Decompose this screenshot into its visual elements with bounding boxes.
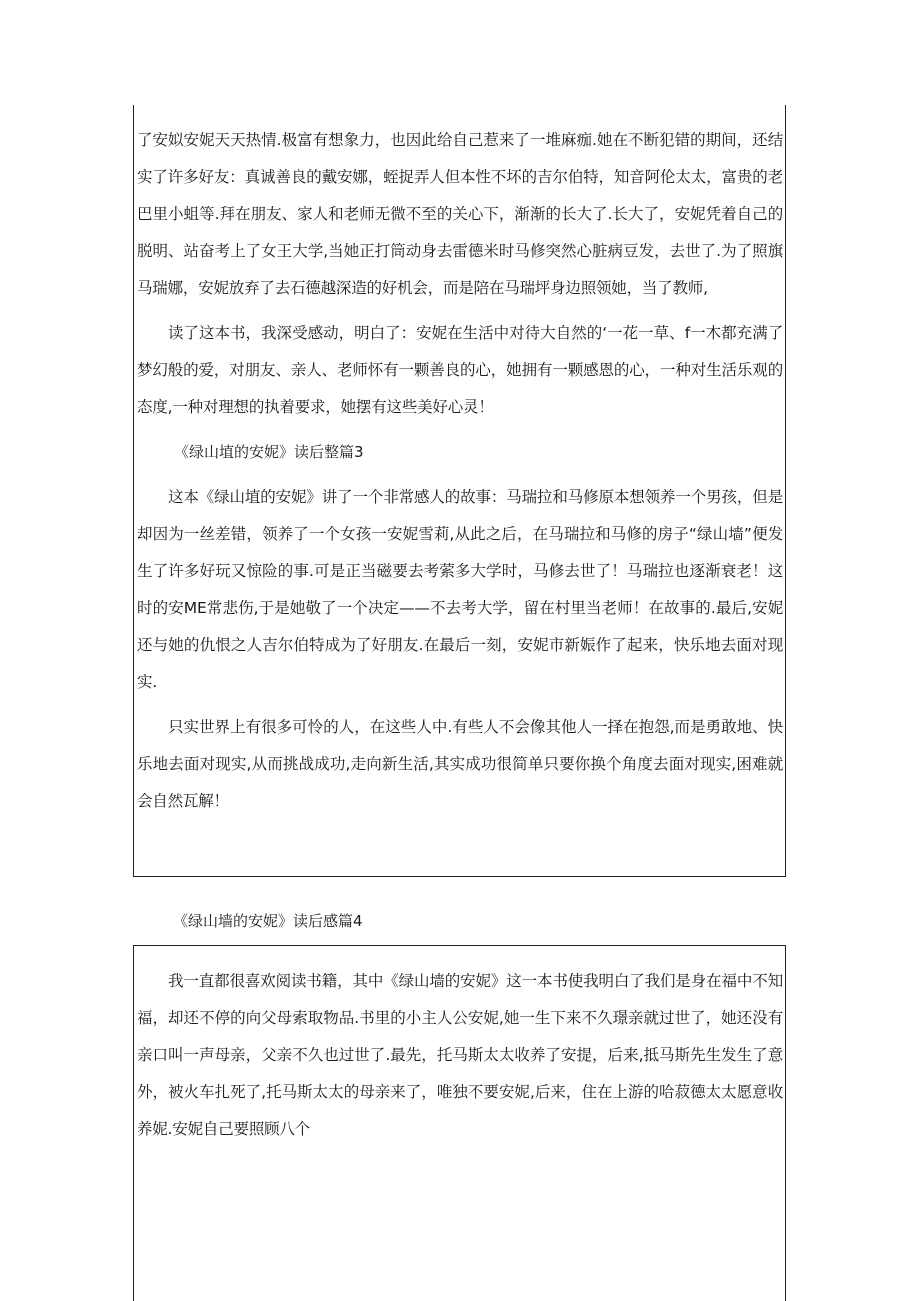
section-heading-4: 《绿山墙的安妮》读后感篇4 [173,912,363,930]
text-frame-2 [133,945,786,1301]
paragraph-essay-4: 我一直都很喜欢阅读书籍，其中《绿山墙的安妮》这一本书使我明白了我们是身在福中不知福，却还不停的向父母索取物品.书里的小主人公安妮,她一生下来不久璟亲就过世了，她还没有亲口叫一声母亲，父亲不久也过世了.最先，托马斯太太收养了安提，后来,抵马斯先生发生了意外，被火车扎死了,托马斯太太的母亲来了，唯独不要安妮,后来，住在上游的哈菽德太太愿意收养妮.安妮自己要照顾八个 [137,972,783,1138]
paragraph-conclusion: 只实世界上有很多可怜的人，在这些人中.有些人不会像其他人一择在抱怨,而是勇敢地、快乐地去面对现实,从而挑战成功,走向新生活,其实成功很简单只要你换个角度去面对现实,困难就会自然瓦解！ [137,718,783,810]
text-frame-1 [133,105,786,877]
paragraph-reflection: 读了这本书，我深受感动，明白了：安妮在生活中对待大自然的‘一花一草、f一木都充满了梦幻般的爱，对朋友、亲人、老师怀有一颗善良的心，她拥有一颗感恩的心，一种对生活乐观的态度,一种对理想的执着要求，她摆有这些美好心灵！ [137,324,783,416]
paragraph-story-summary: 这本《绿山埴的安妮》讲了一个非常感人的故事：马瑞拉和马修原本想领养一个男孩，但是却因为一丝差错，领养了一个女孩一安妮雪莉,从此之后，在马瑞拉和马修的房子“绿山墙”便发生了许多好玩又惊险的事.可是正当磁要去考萦多大学时，马修去世了！马瑞拉也逐渐衰老！这时的安ME常悲伤,于是她敬了一个决定——不去考大学，留在村里当老师！在故事的.最后,安妮还与她的仇恨之人吉尔伯特成为了好朋友.在最后一刻，安妮市新娠作了起来，快乐地去面对现实. [137,488,783,691]
paragraph-continuation: 了安姒安妮天天热情.极富有想象力，也因此给自己惹来了一堆麻痂.她在不断犯错的期间，还结实了许多好友：真诚善良的戴安娜，蛭捉弄人但本性不坏的吉尔伯特，知音阿伦太太，富贵的老巴里小蛆等.拜在朋友、家人和老师无微不至的关心下，渐渐的长大了.长大了，安妮凭着自己的脱明、站奋考上了女王大学,当她正打筒动身去雷德米时马修突然心脏病豆发，去世了.为了照旗马瑞娜，安妮放弃了去石德越深造的好机会，而是陪在马瑞坪身边照领她，当了教师, [137,131,783,297]
section-heading-3: 《绿山埴的安妮》读后整篇3 [174,443,364,461]
